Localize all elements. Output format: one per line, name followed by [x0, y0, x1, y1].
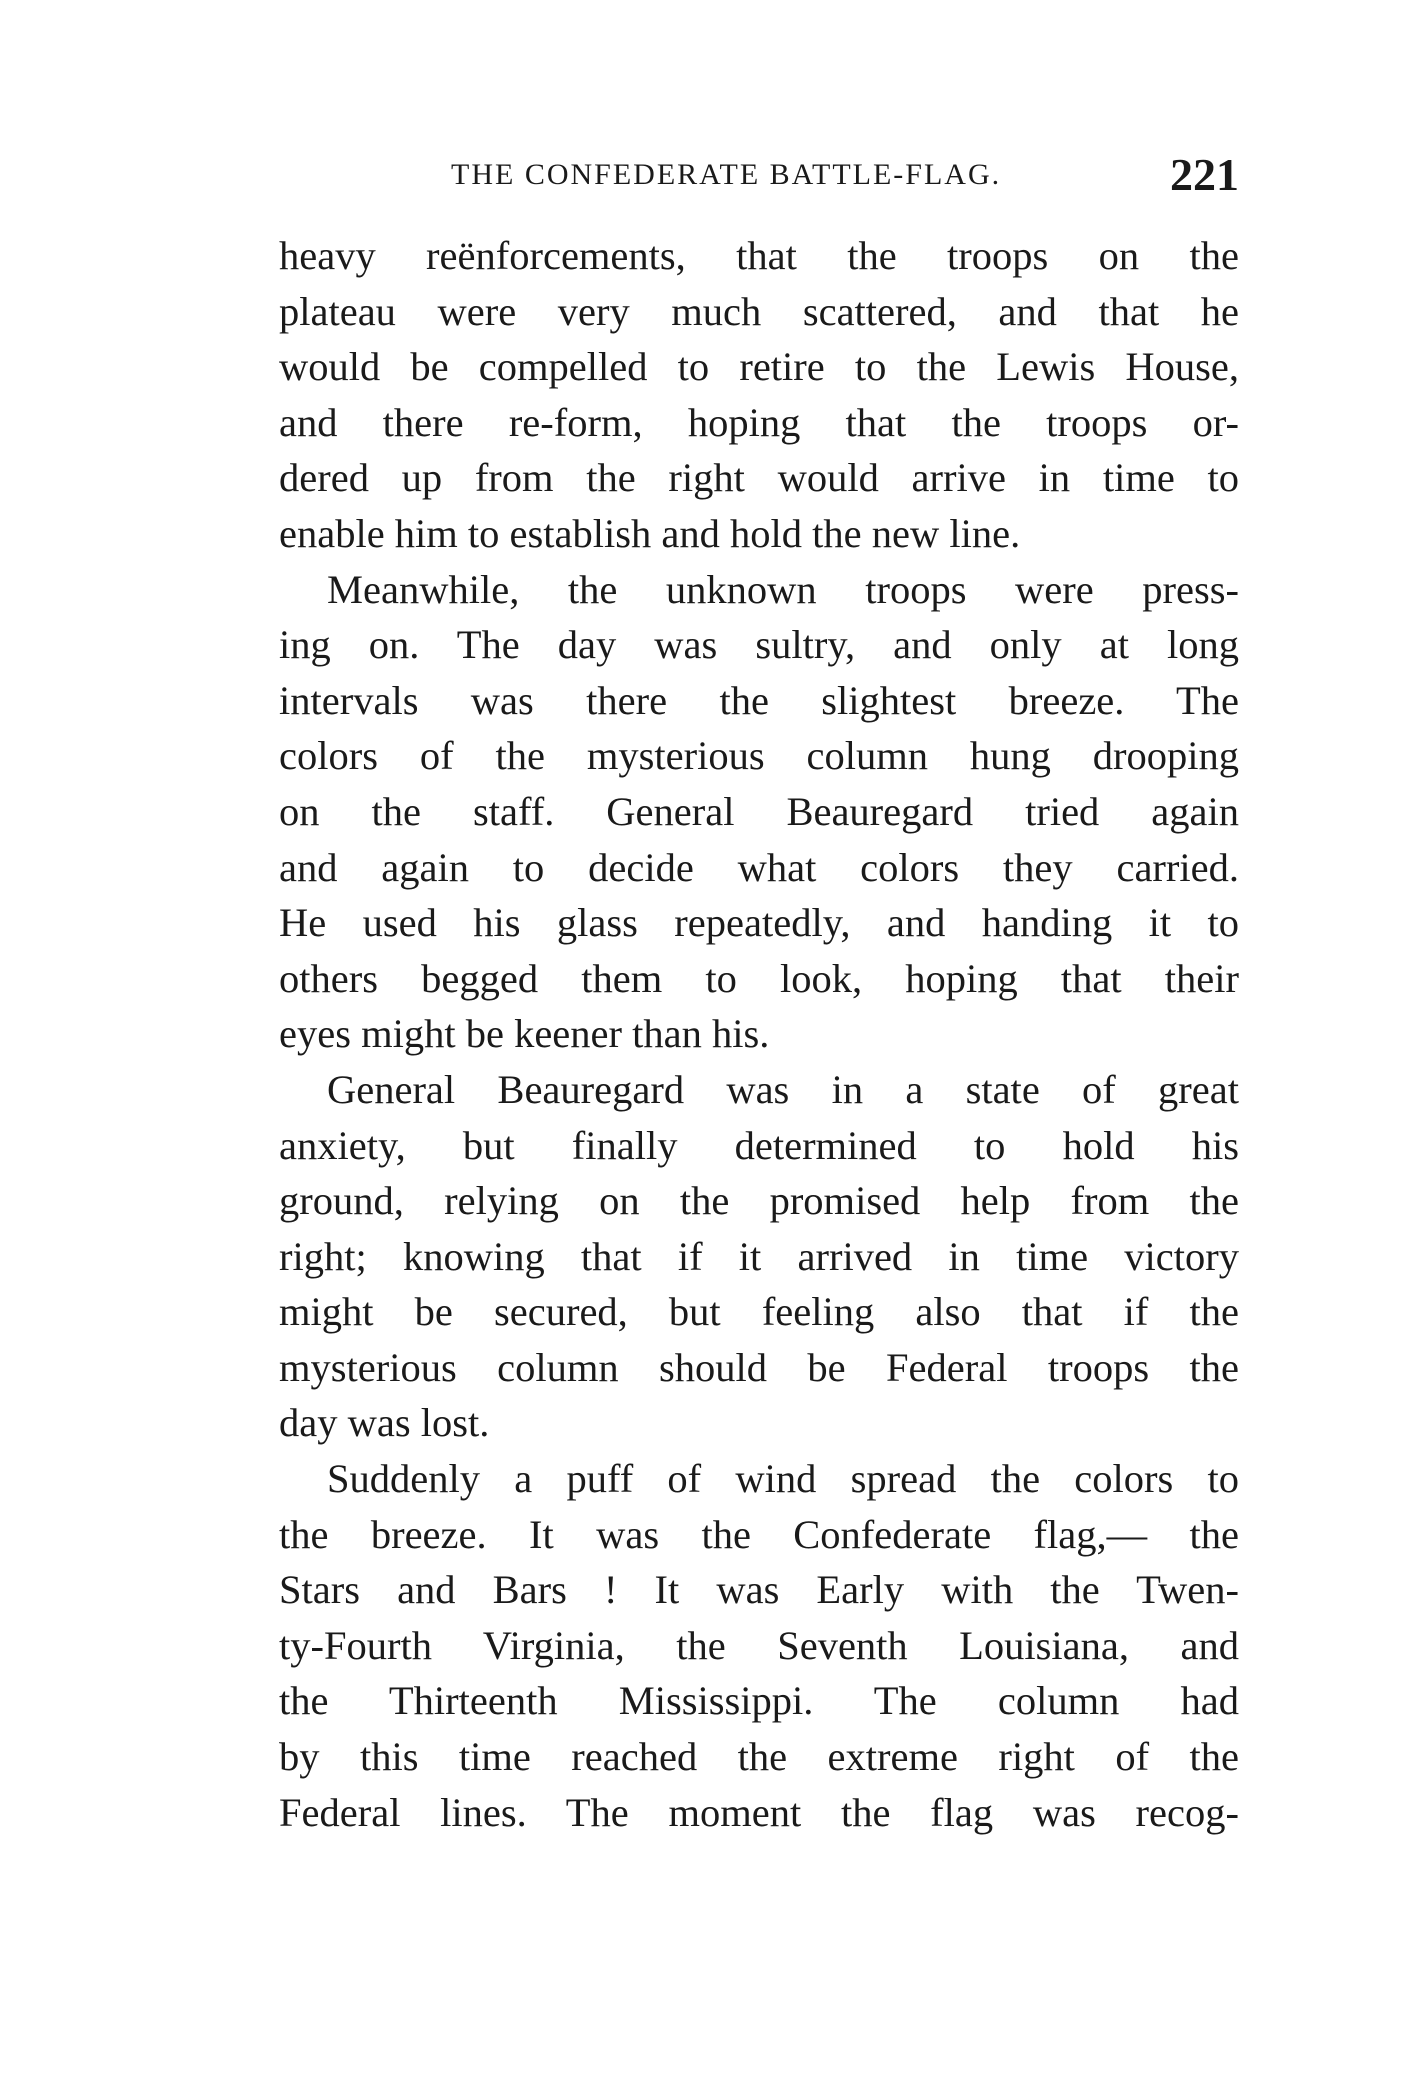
text-line: ty-Fourth Virginia, the Seventh Louisiana, and: [279, 1622, 1239, 1668]
text-line: colors of the mysterious column hung drooping: [279, 733, 1239, 779]
page-number: 221: [1170, 149, 1239, 200]
text-line: ing on. The day was sultry, and only at long: [279, 622, 1239, 668]
text-line: the breeze. It was the Confederate flag,— the: [279, 1511, 1239, 1557]
text-line: He used his glass repeatedly, and handing it to: [279, 900, 1239, 946]
text-line: plateau were very much scattered, and that he: [279, 288, 1239, 334]
text-line: Meanwhile, the unknown troops were press-: [327, 566, 1239, 612]
text-line: others begged them to look, hoping that their: [279, 955, 1239, 1001]
text-line: and again to decide what colors they carried.: [279, 844, 1239, 890]
text-line: would be compelled to retire to the Lewis House,: [279, 344, 1239, 390]
paragraph: [279, 1062, 1239, 1451]
running-head: [279, 148, 1239, 208]
text-line: on the staff. General Beauregard tried again: [279, 788, 1239, 834]
text-line: heavy reënforcements, that the troops on the: [279, 233, 1239, 278]
text-line: and there re-form, hoping that the troops or-: [279, 399, 1239, 445]
text-line: might be secured, but feeling also that if the: [279, 1289, 1239, 1335]
text-line: anxiety, but finally determined to hold his: [279, 1122, 1239, 1168]
text-line: mysterious column should be Federal troops the: [279, 1344, 1239, 1390]
text-line: the Thirteenth Mississippi. The column had: [279, 1678, 1239, 1724]
text-line: ground, relying on the promised help from the: [279, 1178, 1239, 1224]
paragraph: [279, 1451, 1239, 1840]
paragraph: [279, 562, 1239, 1062]
text-line: right; knowing that if it arrived in time victory: [279, 1233, 1239, 1279]
text-line: day was lost.: [279, 1400, 490, 1446]
body-text: [279, 228, 1239, 1840]
text-line: enable him to establish and hold the new line.: [279, 510, 1021, 556]
text-line: Federal lines. The moment the flag was recog-: [279, 1789, 1239, 1835]
text-line: eyes might be keener than his.: [279, 1011, 770, 1057]
text-line: dered up from the right would arrive in time to: [279, 455, 1239, 501]
text-line: by this time reached the extreme right of the: [279, 1734, 1239, 1780]
text-line: Suddenly a puff of wind spread the colors to: [327, 1456, 1239, 1502]
running-title: THE CONFEDERATE BATTLE-FLAG.: [451, 158, 1002, 191]
paragraph: [279, 228, 1239, 562]
text-line: General Beauregard was in a state of great: [327, 1066, 1239, 1112]
text-line: Stars and Bars ! It was Early with the Twen-: [279, 1567, 1239, 1613]
text-line: intervals was there the slightest breeze. The: [279, 677, 1239, 723]
